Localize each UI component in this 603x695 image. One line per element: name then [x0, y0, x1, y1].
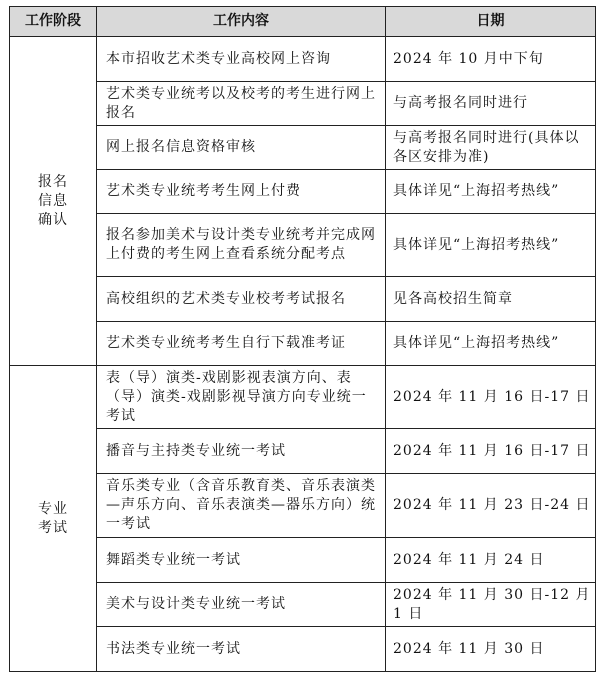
header-content: 工作内容 — [97, 7, 386, 37]
task-cell: 音乐类专业（含音乐教育类、音乐表演类—声乐方向、音乐表演类—器乐方向）统一考试 — [97, 474, 386, 538]
date-cell: 与高考报名同时进行(具体以各区安排为准) — [386, 126, 596, 170]
task-cell: 高校组织的艺术类专业校考考试报名 — [97, 277, 386, 322]
table-row — [10, 82, 596, 126]
table-row — [10, 474, 596, 538]
task-cell: 美术与设计类专业统一考试 — [97, 583, 386, 627]
table-row — [10, 627, 596, 672]
schedule-table — [9, 6, 596, 672]
task-cell: 舞蹈类专业统一考试 — [97, 538, 386, 583]
date-cell: 具体详见“上海招考热线” — [386, 322, 596, 366]
task-cell: 表（导）演类-戏剧影视表演方向、表（导）演类-戏剧影视导演方向专业统一考试 — [97, 366, 386, 429]
date-cell: 2024 年 11 月 30 日-12 月 1 日 — [386, 583, 596, 627]
table-row — [10, 126, 596, 170]
date-cell: 2024 年 11 月 16 日-17 日 — [386, 366, 596, 429]
schedule-page — [9, 6, 596, 672]
task-cell: 书法类专业统一考试 — [97, 627, 386, 672]
date-cell: 见各高校招生简章 — [386, 277, 596, 322]
date-cell: 与高考报名同时进行 — [386, 82, 596, 126]
table-row — [10, 322, 596, 366]
task-cell: 艺术类专业统考以及校考的考生进行网上报名 — [97, 82, 386, 126]
table-row — [10, 37, 596, 82]
header-date: 日期 — [386, 7, 596, 37]
task-cell: 艺术类专业统考考生网上付费 — [97, 170, 386, 214]
task-cell: 本市招收艺术类专业高校网上咨询 — [97, 37, 386, 82]
date-cell: 具体详见“上海招考热线” — [386, 214, 596, 277]
date-cell: 2024 年 11 月 23 日-24 日 — [386, 474, 596, 538]
date-cell: 2024 年 11 月 24 日 — [386, 538, 596, 583]
task-cell: 艺术类专业统考考生自行下载准考证 — [97, 322, 386, 366]
task-cell: 报名参加美术与设计类专业统考并完成网上付费的考生网上查看系统分配考点 — [97, 214, 386, 277]
table-row — [10, 170, 596, 214]
task-cell: 网上报名信息资格审核 — [97, 126, 386, 170]
header-row — [10, 7, 596, 37]
table-row — [10, 429, 596, 474]
table-row — [10, 214, 596, 277]
table-row — [10, 583, 596, 627]
date-cell: 具体详见“上海招考热线” — [386, 170, 596, 214]
task-cell: 播音与主持类专业统一考试 — [97, 429, 386, 474]
stage-registration: 报名信息确认 — [10, 37, 97, 366]
table-row — [10, 366, 596, 429]
header-stage: 工作阶段 — [10, 7, 97, 37]
date-cell: 2024 年 11 月 30 日 — [386, 627, 596, 672]
date-cell: 2024 年 11 月 16 日-17 日 — [386, 429, 596, 474]
table-row — [10, 277, 596, 322]
stage-exam: 专业考试 — [10, 366, 97, 672]
table-row — [10, 538, 596, 583]
date-cell: 2024 年 10 月中下旬 — [386, 37, 596, 82]
